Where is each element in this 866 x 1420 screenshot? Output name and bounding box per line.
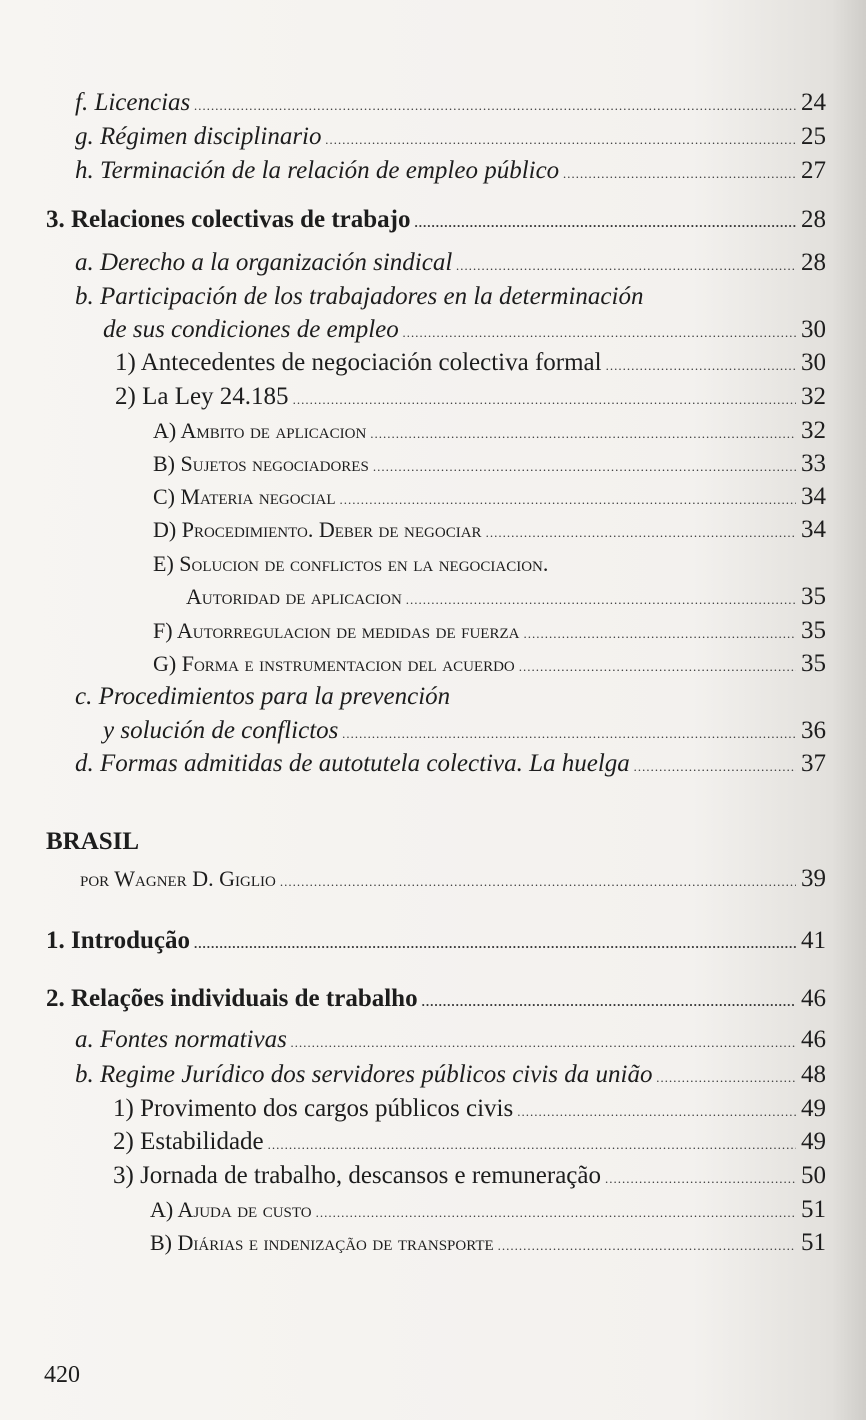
toc-entry-page: 37 [801, 750, 826, 777]
toc-entry-label: Autoridad de aplicacion [186, 584, 402, 609]
leader-dots [605, 1164, 796, 1194]
toc-entry-page: 41 [801, 927, 826, 954]
toc-entry-page: 27 [801, 157, 826, 184]
page-number: 420 [44, 1362, 80, 1388]
toc-entry-derecho-organizacion [75, 248, 826, 281]
toc-entry-label: a. Fontes normativas [75, 1026, 287, 1053]
toc-entry-label: a. Derecho a la organización sindical [75, 249, 453, 276]
toc-entry-page: 35 [801, 617, 826, 644]
toc-entry-forma [153, 649, 826, 682]
toc-entry-participacion-line1: b. Participación de los trabajadores en la determinación [75, 283, 644, 310]
toc-entry-label: h. Terminación de la relación de empleo público [75, 157, 560, 184]
toc-entry-label: 2) Estabilidade [113, 1128, 264, 1155]
toc-entry-page: 32 [801, 383, 826, 410]
toc-entry-label: por Wagner D. Giglio [80, 866, 276, 891]
toc-entry-label: 1. Introdução [46, 927, 191, 954]
toc-entry-label: 2. Relações individuais de trabalho [46, 985, 418, 1012]
toc-entry-label: B) Diárias e indenização de transporte [150, 1230, 494, 1255]
country-heading: BRASIL [46, 828, 140, 855]
leader-dots [326, 125, 797, 155]
leader-dots [563, 159, 796, 189]
toc-entry-label: D) Procedimiento. Deber de negociar [153, 517, 482, 542]
toc-entry-page: 46 [801, 1026, 826, 1053]
toc-entry-page: 39 [801, 865, 826, 892]
toc-entry-ley [115, 382, 826, 415]
leader-dots [403, 318, 796, 348]
leader-dots [415, 208, 796, 238]
toc-entry-page: 51 [801, 1196, 826, 1223]
leader-dots [422, 987, 796, 1017]
toc-entry-procedimientos-line1: c. Procedimientos para la prevención [75, 683, 451, 710]
toc-entry-jornada [113, 1161, 826, 1194]
toc-entry-label: A) Ambito de aplicacion [153, 418, 367, 443]
toc-entry-formas [75, 749, 826, 782]
toc-entry-ambito [153, 416, 826, 449]
toc-entry-materia [153, 482, 826, 515]
toc-entry-provimento [113, 1094, 826, 1127]
toc-entry-label: 1) Antecedentes de negociación colectiva formal [115, 349, 602, 376]
toc-entry-procedimiento [153, 515, 826, 548]
toc-entry-page: 49 [801, 1128, 826, 1155]
toc-entry-label: d. Formas admitidas de autotutela colectiva. La huelga [75, 750, 630, 777]
leader-dots [486, 518, 796, 548]
leader-dots [523, 619, 796, 649]
toc-entry-page: 48 [801, 1061, 826, 1088]
toc-entry-autorregulacion [153, 616, 826, 649]
leader-dots [634, 752, 796, 782]
toc-entry-solucion-line2 [186, 582, 826, 615]
toc-entry-page: 28 [801, 206, 826, 233]
toc-section-relaciones-colectivas [46, 205, 826, 238]
toc-entry-label: 3) Jornada de trabalho, descansos e remuneração [113, 1162, 601, 1189]
leader-dots [316, 1198, 796, 1228]
toc-entry-regimen [75, 122, 826, 155]
toc-entry-estabilidade [113, 1127, 826, 1160]
toc-section-relacoes-individuais [46, 984, 826, 1017]
toc-entry-label: de sus condiciones de empleo [103, 316, 399, 343]
toc-entry-page: 46 [801, 985, 826, 1012]
leader-dots [293, 385, 796, 415]
toc-entry-page: 30 [801, 349, 826, 376]
leader-dots [498, 1231, 796, 1261]
toc-entry-page: 34 [801, 483, 826, 510]
toc-entry-page: 34 [801, 516, 826, 543]
leader-dots [517, 1097, 796, 1127]
toc-entry-label: B) Sujetos negociadores [153, 451, 369, 476]
toc-entry-label: b. Regime Jurídico dos servidores públicos civis da união [75, 1061, 653, 1088]
toc-entry-label: A) Ajuda de custo [150, 1197, 312, 1222]
toc-entry-antecedentes [115, 348, 826, 381]
leader-dots [456, 251, 796, 281]
toc-entry-page: 28 [801, 249, 826, 276]
leader-dots [373, 452, 796, 482]
toc-entry-label: F) Autorregulacion de medidas de fuerza [153, 618, 520, 643]
leader-dots [406, 585, 796, 615]
toc-entry-licencias [75, 88, 826, 121]
toc-entry-page: 25 [801, 123, 826, 150]
leader-dots [280, 867, 796, 897]
toc-entry-label: 3. Relaciones colectivas de trabajo [46, 206, 411, 233]
toc-entry-participacion-line2 [103, 315, 826, 348]
toc-entry-label: f. Licencias [75, 89, 191, 116]
leader-dots [519, 652, 796, 682]
leader-dots [291, 1028, 796, 1058]
toc-entry-label: 1) Provimento dos cargos públicos civis [113, 1095, 514, 1122]
toc-entry-label: y solución de conflictos [103, 717, 339, 744]
leader-dots [268, 1130, 796, 1160]
toc-entry-page: 32 [801, 417, 826, 444]
toc-entry-page: 51 [801, 1229, 826, 1256]
toc-entry-autor [80, 864, 826, 897]
toc-entry-terminacion [75, 156, 826, 189]
leader-dots [342, 719, 796, 749]
toc-entry-page: 50 [801, 1162, 826, 1189]
leader-dots [194, 91, 796, 121]
toc-entry-label: C) Materia negocial [153, 484, 336, 509]
toc-entry-page: 33 [801, 450, 826, 477]
leader-dots [606, 351, 796, 381]
toc-entry-diarias [150, 1228, 826, 1261]
leader-dots [370, 419, 796, 449]
toc-entry-page: 24 [801, 89, 826, 116]
leader-dots [656, 1063, 796, 1093]
toc-entry-sujetos [153, 449, 826, 482]
toc-entry-regime [75, 1060, 826, 1093]
toc-entry-procedimientos-line2 [103, 716, 826, 749]
toc-entry-ajuda [150, 1195, 826, 1228]
toc-entry-page: 49 [801, 1095, 826, 1122]
toc-entry-fontes [75, 1025, 826, 1058]
toc-entry-label: g. Régimen disciplinario [75, 123, 322, 150]
toc-entry-page: 30 [801, 316, 826, 343]
toc-entry-solucion-line1: E) Solucion de conflictos en la negociacion. [153, 551, 549, 576]
toc-entry-page: 35 [801, 650, 826, 677]
toc-section-introducao [46, 926, 826, 959]
leader-dots [340, 485, 796, 515]
leader-dots [194, 929, 796, 959]
toc-entry-label: G) Forma e instrumentacion del acuerdo [153, 651, 515, 676]
toc-entry-label: 2) La Ley 24.185 [115, 383, 289, 410]
toc-entry-page: 35 [801, 583, 826, 610]
toc-entry-page: 36 [801, 717, 826, 744]
